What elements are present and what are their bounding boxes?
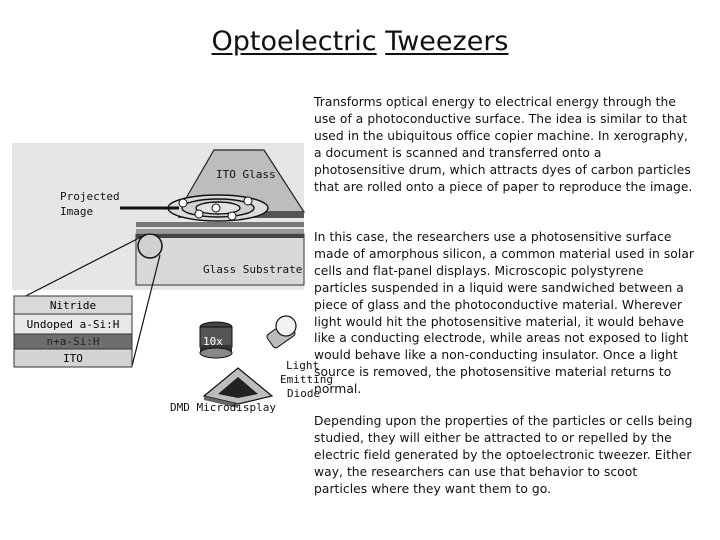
label-objective: 10x	[203, 335, 223, 348]
magnifier-circle	[138, 234, 162, 258]
label-led-line2: Emitting	[280, 373, 333, 386]
layer-label-nplus: n+a-Si:H	[46, 335, 100, 348]
glass-substrate-edge	[136, 234, 304, 238]
paragraph-xerography: Transforms optical energy to electrical energy through the use of a photoconductive surface. The idea is similar to that used in the ubiquitous office copier machine. In xerography, a document is scanned and transferred onto a photosensitive drum, which attracts dyes of carbon particles that are rolled onto a piece of paper to reproduce the image.	[314, 95, 693, 194]
paragraph-particle-behavior: Depending upon the properties of the particles or cells being studied, they will either be attracted to or repelled by the electric field generated by the optoelectronic tweezer. Either way, the researchers can use that behavior to scoot particles where they want them to go.	[314, 414, 693, 496]
led-icon	[266, 316, 296, 349]
label-ito-glass: ITO Glass	[216, 168, 276, 181]
layer-label-ito: ITO	[63, 352, 83, 365]
title-word-tweezers: Tweezers	[385, 26, 509, 57]
label-projected-line2: Image	[60, 205, 94, 218]
paragraph-amorphous-silicon: In this case, the researchers use a photosensitive surface made of amorphous silicon, a common material used in solar cells and flat-panel displays. Microscopic polystyrene particles suspended in a liquid were sandwiched between a piece of glass and the photoconductive material. Wherever light would hit the photosensitive material, it would behave like a conducting electrode, while areas not exposed to light would behave like a non-conducting insulator. Once a light source is removed, the photosensitive material returns to normal.	[314, 230, 695, 397]
spacer-layer-mid	[136, 229, 304, 233]
spacer-layer-top	[136, 222, 304, 227]
label-glass-substrate: Glass Substrate	[203, 263, 303, 276]
label-led-line3: Diode	[287, 387, 321, 400]
label-dmd: DMD Microdisplay	[170, 401, 276, 414]
label-led-line1: Light	[286, 359, 320, 372]
label-projected-line1: Projected	[60, 190, 120, 203]
title-word-optoelectric: Optoelectric	[211, 26, 377, 57]
layer-label-undoped: Undoped a-Si:H	[26, 318, 120, 331]
particle-rings-icon	[168, 195, 268, 221]
layer-label-nitride: Nitride	[49, 299, 97, 312]
